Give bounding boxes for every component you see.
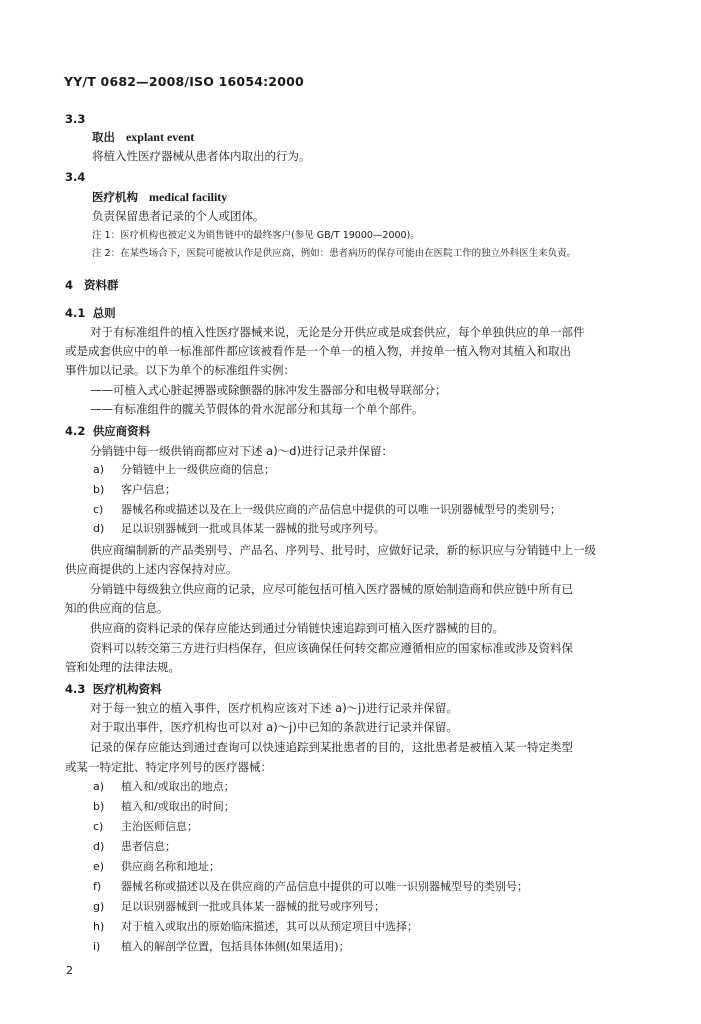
list-text: 足以识别器械到一批或具体某一器械的批号或序列号； (121, 900, 385, 913)
list-marker: d) (93, 522, 105, 535)
definition-3-4: 负责保留患者记录的个人或团体。 (92, 209, 265, 223)
paragraph-line: 分销链中每级独立供应商的记录，应尽可能包括可植入医疗器械的原始制造商和供应链中所有已 (90, 582, 573, 596)
paragraph-line: 供应商提供的上述内容保持对应。 (65, 562, 238, 576)
list-marker: i) (93, 940, 101, 953)
clause-title: 供应商资料 (92, 424, 151, 438)
clause-number-3-3: 3.3 (65, 112, 86, 126)
list-text: 客户信息； (121, 483, 176, 496)
list-item (93, 780, 235, 794)
list-text: 植入和/或取出的时间； (121, 800, 235, 813)
paragraph-line: 事件加以记录。以下为单个的标准组件实例： (65, 363, 295, 377)
clause-number: 4.3 (65, 682, 86, 696)
list-item (93, 503, 561, 517)
list-text: 器械名称或描述以及在上一级供应商的产品信息中提供的可以唯一识别器械型号的类别号； (121, 503, 561, 516)
list-marker: b) (93, 483, 105, 496)
clause-number: 4.1 (65, 306, 86, 320)
list-marker: f) (93, 880, 102, 893)
page-number: 2 (66, 964, 73, 977)
clause-heading-4-3 (65, 682, 162, 696)
list-item (93, 820, 198, 834)
list-item (93, 463, 275, 477)
list-text: 植入的解剖学位置，包括具体体侧(如果适用)； (121, 940, 350, 953)
list-item (93, 920, 418, 934)
list-text: 患者信息； (121, 840, 176, 853)
list-marker: d) (93, 840, 105, 853)
list-marker: e) (93, 860, 105, 873)
list-marker: g) (93, 900, 105, 913)
clause-number-3-4: 3.4 (65, 170, 86, 184)
list-text: 对于植入或取出的原始临床描述，其可以从预定项目中选择； (121, 920, 418, 933)
list-item (93, 522, 385, 536)
paragraph-line: 对于每一独立的植入事件，医疗机构应该对下述 a)～j)进行记录并保留。 (90, 701, 458, 715)
paragraph-line: 供应商的资料记录的保存应能达到通过分销链快速追踪到可植入医疗器械的目的。 (90, 621, 504, 635)
term-3-3 (92, 130, 194, 144)
paragraph-line: 分销链中每一级供销商都应对下述 a)～d)进行记录并保留： (90, 444, 393, 458)
list-text: 器械名称或描述以及在供应商的产品信息中提供的可以唯一识别器械型号的类别号； (121, 880, 528, 893)
section-heading-4 (65, 278, 118, 292)
note-2: 注 2：在某些场合下，医院可能被认作是供应商，例如：患者病历的保存可能由在医院工作的独立外科医生来负责。 (92, 248, 577, 259)
term-3-4 (92, 190, 227, 204)
section-title: 资料群 (83, 278, 119, 292)
list-marker: a) (93, 780, 105, 793)
clause-title: 总则 (92, 306, 116, 320)
paragraph-line: 管和处理的法律法规。 (65, 660, 180, 674)
list-marker: b) (93, 800, 105, 813)
list-text: 主治医师信息； (121, 820, 198, 833)
list-item (93, 860, 220, 874)
term-en: explant event (125, 130, 195, 144)
list-item (93, 880, 528, 894)
list-text: 分销链中上一级供应商的信息； (121, 463, 275, 476)
list-item (93, 800, 235, 814)
paragraph-line: 或某一特定批、特定序列号的医疗器械： (65, 760, 272, 774)
list-item (93, 840, 176, 854)
definition-3-3: 将植入性医疗器械从患者体内取出的行为。 (92, 149, 311, 163)
clause-title: 医疗机构资料 (92, 682, 162, 696)
paragraph-line: 或是成套供应中的单一标准部件都应该被看作是一个单一的植入物，并按单一植入物对其植入和取出 (65, 344, 571, 358)
paragraph-line: 知的供应商的信息。 (65, 601, 169, 615)
list-item (93, 483, 176, 497)
list-marker: c) (93, 820, 104, 833)
dash-item: ——可植入式心脏起搏器或除颤器的脉冲发生器部分和电极导联部分； (90, 383, 447, 397)
standard-header: YY/T 0682—2008/ISO 16054:2000 (64, 74, 304, 89)
paragraph-line: 供应商编制新的产品类别号、产品名、序列号、批号时，应做好记录，新的标识应与分销链中上一级 (90, 543, 596, 557)
term-cn: 医疗机构 (92, 190, 138, 204)
paragraph-line: 对于有标准组件的植入性医疗器械来说，无论是分开供应或是成套供应，每个单独供应的单一部件 (90, 325, 585, 339)
list-text: 足以识别器械到一批或具体某一器械的批号或序列号。 (121, 522, 385, 535)
clause-heading-4-2 (65, 424, 150, 438)
section-number: 4 (65, 278, 74, 292)
clause-heading-4-1 (65, 306, 116, 320)
term-en: medical facility (148, 190, 228, 204)
list-text: 植入和/或取出的地点； (121, 780, 235, 793)
list-item (93, 900, 385, 914)
dash-item: ——有标准组件的髋关节假体的骨水泥部分和其每一个单个部件。 (90, 402, 424, 416)
list-marker: a) (93, 463, 105, 476)
note-1: 注 1：医疗机构也被定义为销售链中的最终客户(参见 GB/T 19000—2000)。 (92, 230, 420, 241)
paragraph-line: 资料可以转交第三方进行归档保存，但应该确保任何转交都应遵循相应的国家标准或涉及资料保 (90, 641, 573, 655)
list-text: 供应商名称和地址； (121, 860, 220, 873)
list-marker: h) (93, 920, 105, 933)
list-marker: c) (93, 503, 104, 516)
term-cn: 取出 (92, 130, 115, 144)
paragraph-line: 记录的保存应能达到通过查询可以快速追踪到某批患者的目的，这批患者是被植入某一特定类型 (90, 740, 573, 754)
list-item (93, 940, 350, 954)
clause-number: 4.2 (65, 424, 86, 438)
paragraph-line: 对于取出事件，医疗机构也可以对 a)～j)中已知的条款进行记录并保留。 (90, 720, 458, 734)
